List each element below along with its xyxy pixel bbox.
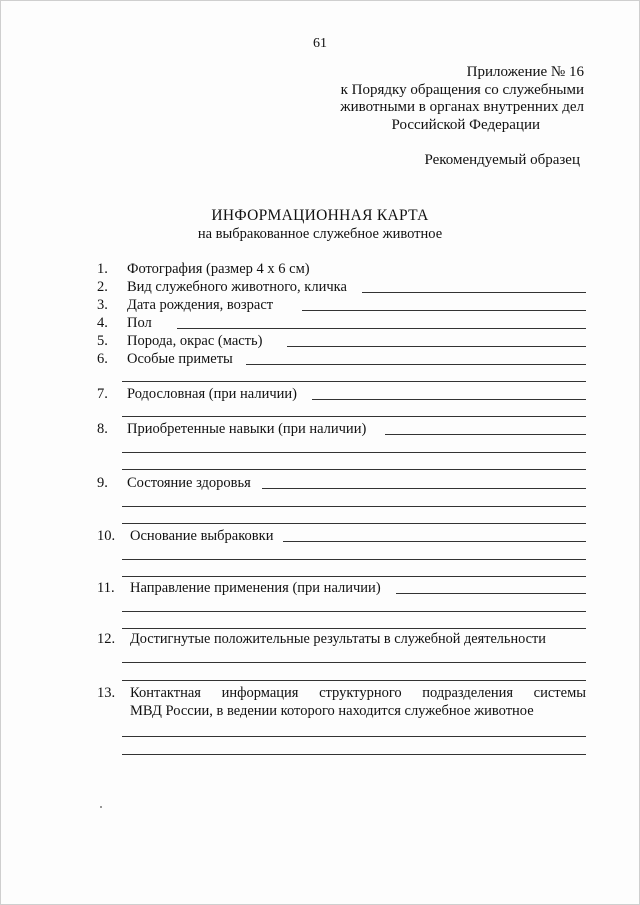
field-number: 7.	[97, 386, 108, 402]
field-label-achievements: Достигнутые положительные результаты в служебной деятельности	[130, 631, 546, 647]
fill-line[interactable]	[122, 381, 586, 382]
scan-speck	[100, 806, 102, 808]
field-label-breed-color: Порода, окрас (масть)	[127, 333, 263, 349]
field-label-photo: Фотография (размер 4 х 6 см)	[127, 261, 310, 277]
field-label-special-marks: Особые приметы	[127, 351, 233, 367]
field-label-application-direction: Направление применения (при наличии)	[130, 580, 381, 596]
fill-line[interactable]	[246, 364, 586, 365]
field-number: 5.	[97, 333, 108, 349]
fill-line[interactable]	[122, 628, 586, 629]
fill-line[interactable]	[287, 346, 586, 347]
field-number: 4.	[97, 315, 108, 331]
field-label-pedigree: Родословная (при наличии)	[127, 386, 297, 402]
field-number: 13.	[97, 685, 116, 701]
fill-line[interactable]	[302, 310, 586, 311]
fill-line[interactable]	[122, 506, 586, 507]
page-number: 61	[313, 36, 327, 51]
fill-line[interactable]	[177, 328, 586, 329]
fill-line[interactable]	[262, 488, 586, 489]
field-number: 1.	[97, 261, 108, 277]
field-number: 9.	[97, 475, 108, 491]
field-number: 2.	[97, 279, 108, 295]
fill-line[interactable]	[122, 523, 586, 524]
fill-line[interactable]	[362, 292, 586, 293]
field-label-culling-reason: Основание выбраковки	[130, 528, 274, 544]
fill-line[interactable]	[122, 736, 586, 737]
fill-line[interactable]	[122, 680, 586, 681]
field-label-birth-date: Дата рождения, возраст	[127, 297, 274, 313]
appendix-line: к Порядку обращения со служебными	[340, 82, 584, 98]
field-label-contact-info-cont: МВД России, в ведении которого находится служебное животное	[130, 703, 534, 719]
fill-line[interactable]	[122, 611, 586, 612]
fill-line[interactable]	[312, 399, 586, 400]
appendix-line: Российской Федерации	[391, 117, 540, 133]
recommended-sample-label: Рекомендуемый образец	[424, 152, 580, 168]
field-number: 3.	[97, 297, 108, 313]
field-label-species-name: Вид служебного животного, кличка	[127, 279, 347, 295]
document-subtitle: на выбракованное служебное животное	[197, 226, 443, 242]
field-number: 10.	[97, 528, 116, 544]
field-label-acquired-skills: Приобретенные навыки (при наличии)	[127, 421, 367, 437]
field-number: 12.	[97, 631, 116, 647]
fill-line[interactable]	[396, 593, 586, 594]
field-number: 11.	[97, 580, 115, 596]
field-number: 6.	[97, 351, 108, 367]
fill-line[interactable]	[122, 576, 586, 577]
field-label-sex: Пол	[127, 315, 152, 331]
fill-line[interactable]	[122, 559, 586, 560]
fill-line[interactable]	[122, 754, 586, 755]
field-label-health: Состояние здоровья	[127, 475, 251, 491]
appendix-title: Приложение № 16	[466, 64, 584, 80]
fill-line[interactable]	[122, 469, 586, 470]
fill-line[interactable]	[122, 416, 586, 417]
fill-line[interactable]	[385, 434, 586, 435]
fill-line[interactable]	[122, 662, 586, 663]
document-title: ИНФОРМАЦИОННАЯ КАРТА	[211, 207, 429, 224]
field-number: 8.	[97, 421, 108, 437]
fill-line[interactable]	[283, 541, 586, 542]
appendix-line: животными в органах внутренних дел	[340, 99, 584, 115]
field-label-contact-info: Контактная информация структурного подразделения системы	[130, 685, 586, 701]
fill-line[interactable]	[122, 452, 586, 453]
